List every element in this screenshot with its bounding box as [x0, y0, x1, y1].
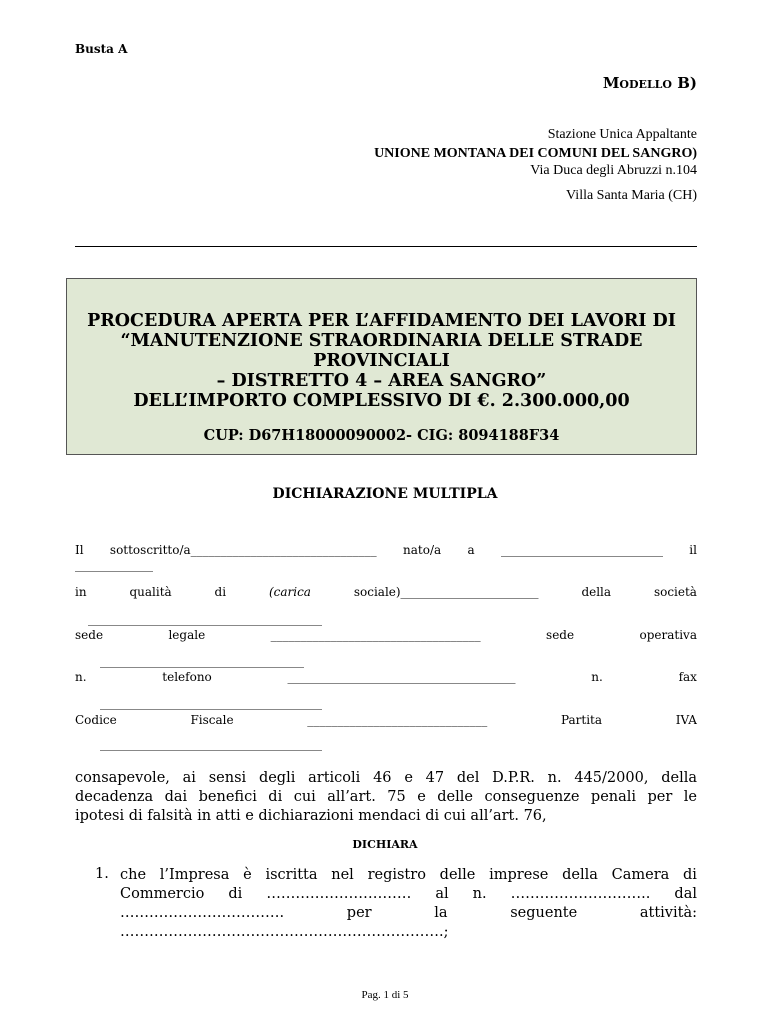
procedure-title-line: PROVINCIALI	[313, 351, 450, 371]
item-word: dal	[674, 886, 697, 902]
item-word: che	[120, 867, 147, 883]
item-word: Camera	[611, 867, 670, 883]
form-word: fax	[678, 670, 697, 684]
item-word: nel	[331, 867, 354, 883]
item-word: l’Impresa	[159, 867, 230, 883]
form-word: Codice	[75, 713, 117, 727]
envelope-label: Busta A	[75, 42, 128, 56]
form-word: Partita	[560, 713, 603, 727]
form-word: operativa	[639, 628, 697, 642]
procedure-title-line: DELL’IMPORTO COMPLESSIVO DI €. 2.300.000,00	[133, 391, 630, 411]
item-word: imprese	[489, 867, 549, 883]
birthplace-field[interactable]: ___________________________	[500, 543, 663, 557]
item-word: è	[243, 867, 252, 883]
item-word: Commercio	[120, 886, 205, 902]
form-word: legale	[168, 628, 206, 642]
form-row-role	[75, 585, 697, 599]
item-line	[120, 885, 697, 904]
birthdate-field[interactable]: _____________	[75, 558, 153, 572]
form-model-label: Modello B)	[602, 74, 697, 92]
item-word: per	[346, 905, 372, 921]
item-word: la	[434, 905, 448, 921]
item-line	[120, 904, 697, 923]
paragraph-line: consapevole, ai sensi degli articoli 46 e 47 del D.P.R. n. 445/2000, della	[75, 770, 697, 786]
item-word: attività:	[639, 905, 697, 921]
page-number: Pag. 1 di 5	[361, 989, 409, 1001]
procedure-box	[66, 278, 697, 455]
item-word: n.	[472, 886, 487, 902]
form-row-tax	[75, 713, 697, 727]
paragraph-line: ipotesi di falsità in atti e dichiarazioni mendaci di cui all’art. 76,	[75, 808, 547, 824]
form-word: di	[214, 585, 227, 599]
form-word: telefono	[162, 670, 212, 684]
phone-field[interactable]: ______________________________________	[287, 670, 516, 684]
legal-office-field[interactable]: ___________________________________	[270, 628, 481, 642]
form-word: a	[467, 543, 475, 557]
item-word: seguente	[510, 905, 578, 921]
form-word: della	[581, 585, 612, 599]
item-word: al	[435, 886, 449, 902]
procedure-title-line: “MANUTENZIONE STRAORDINARIA DELLE STRADE	[120, 331, 643, 351]
role-field[interactable]: sociale)_______________________	[353, 585, 539, 599]
recipient-line-4: Villa Santa Maria (CH)	[566, 188, 697, 203]
item-word: di	[228, 886, 243, 902]
form-word: il	[689, 543, 697, 557]
item-word: delle	[439, 867, 476, 883]
vat-field[interactable]: _____________________________________	[100, 737, 322, 751]
form-word: Fiscale	[190, 713, 234, 727]
form-word: IVA	[675, 713, 697, 727]
item-word: iscritta	[265, 867, 318, 883]
form-word: (carica	[268, 585, 311, 599]
procedure-title	[73, 311, 690, 411]
form-word: società	[653, 585, 697, 599]
form-row-signatory	[75, 543, 697, 557]
declaration-item	[120, 866, 697, 942]
item-line	[120, 866, 697, 885]
recipient-line-2: UNIONE MONTANA DEI COMUNI DEL SANGRO)	[374, 146, 697, 161]
tax-code-field[interactable]: ______________________________	[307, 713, 488, 727]
fax-field[interactable]: _____________________________________	[100, 696, 322, 710]
company-field[interactable]: _______________________________________	[88, 612, 322, 626]
operating-office-field[interactable]: __________________________________	[100, 654, 304, 668]
item-word: di	[683, 867, 697, 883]
form-word: in	[75, 585, 87, 599]
form-row-phone	[75, 670, 697, 684]
procedure-title-line: PROCEDURA APERTA PER L’AFFIDAMENTO DEI LAVORI DI	[87, 311, 676, 331]
activity-field[interactable]: ………………………………………………………….;	[120, 924, 449, 940]
paragraph-line: decadenza dai benefici di cui all’art. 75 e delle conseguenze penali per le	[75, 789, 697, 805]
form-word: nato/a	[403, 543, 442, 557]
declares-heading: DICHIARA	[352, 838, 418, 851]
section-title: DICHIARAZIONE MULTIPLA	[272, 486, 498, 502]
list-number: 1.	[95, 866, 109, 882]
form-word: Il	[75, 543, 84, 557]
form-word: qualità	[129, 585, 172, 599]
chamber-city-field[interactable]: …………………………	[266, 886, 412, 902]
form-word: n.	[75, 670, 87, 684]
form-word: sede	[75, 628, 104, 642]
header-divider	[75, 246, 697, 247]
awareness-paragraph	[75, 769, 697, 826]
registration-date-field[interactable]: …………………………….	[120, 905, 285, 921]
form-row-office	[75, 628, 697, 642]
item-word: registro	[367, 867, 426, 883]
recipient-line-1: Stazione Unica Appaltante	[547, 127, 697, 142]
procedure-title-line: – DISTRETTO 4 – AREA SANGRO”	[216, 371, 547, 391]
recipient-line-3: Via Duca degli Abruzzi n.104	[530, 163, 697, 178]
name-field[interactable]: sottoscritto/a_______________________________	[109, 543, 377, 557]
registration-number-field[interactable]: ………………………..	[510, 886, 651, 902]
form-word: sede	[546, 628, 575, 642]
cup-cig-codes: CUP: D67H18000090002- CIG: 8094188F34	[203, 427, 560, 444]
item-word: della	[562, 867, 598, 883]
form-word: n.	[591, 670, 603, 684]
